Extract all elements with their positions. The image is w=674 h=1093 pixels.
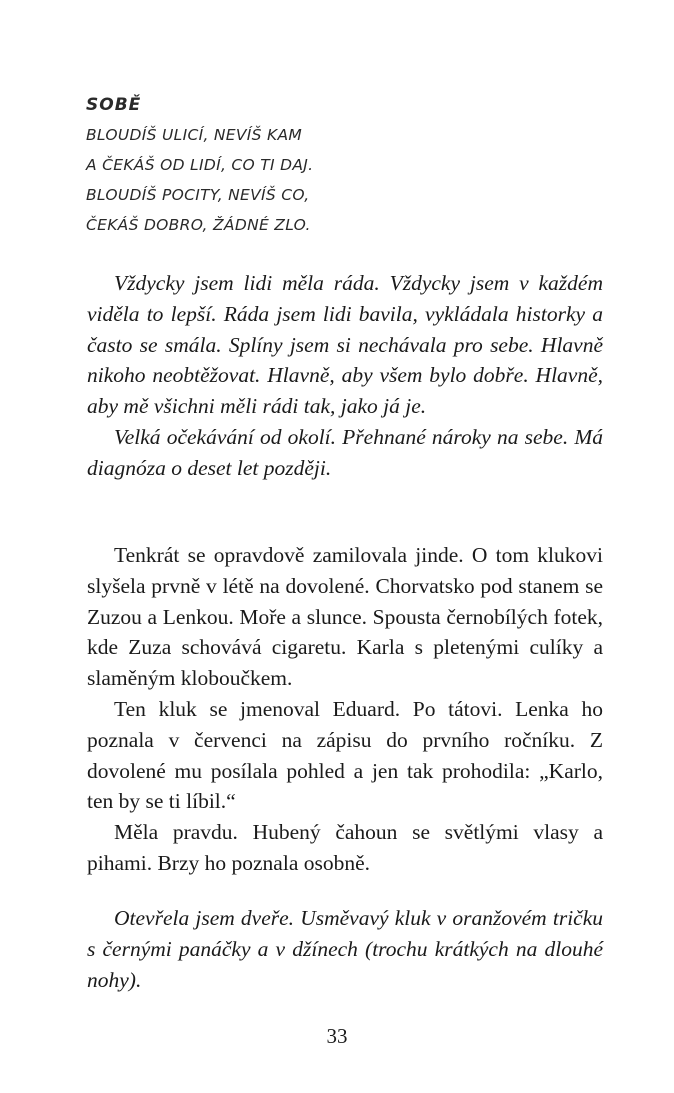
page-number: 33 bbox=[326, 1024, 348, 1048]
poem-line: A ČEKÁŠ OD LIDÍ, CO TI DAJ. bbox=[86, 156, 314, 174]
poem-title: SOBĚ bbox=[86, 95, 142, 115]
paragraph: Tenkrát se opravdově zamilovala jinde. O tom klukovi slyšela prvně v létě na dovolené. Chorvatsko pod stanem se Zuzou a Lenkou. Moře a slunce. Spousta černobílých fotek, kde Zuza schovává cigaretu. Karla s pletenými culíky a slaměným kloboučkem. bbox=[87, 543, 603, 691]
narrative-passage bbox=[87, 540, 603, 879]
paragraph: Měla pravdu. Hubený čahoun se světlými vlasy a pihami. Brzy ho poznala osobně. bbox=[87, 820, 603, 875]
paragraph: Otevřela jsem dveře. Usměvavý kluk v oranžovém tričku s černými panáčky a v džínech (trochu krátkých na dlouhé nohy). bbox=[87, 906, 603, 992]
paragraph: Vždycky jsem lidi měla ráda. Vždycky jsem v každém viděla to lepší. Ráda jsem lidi bavila, vykládala historky a často se smála. Splíny jsem si nechávala pro sebe. Hlavně nikoho neobtěžovat. Hlavně, aby všem bylo dobře. Hlavně, aby mě všichni měli rádi tak, jako já je. bbox=[87, 271, 603, 419]
italic-passage-1 bbox=[87, 268, 603, 484]
poem-line: BLOUDÍŠ POCITY, NEVÍŠ CO, bbox=[86, 186, 310, 204]
poem-line: BLOUDÍŠ ULICÍ, NEVÍŠ KAM bbox=[86, 126, 303, 144]
poem-line: ČEKÁŠ DOBRO, ŽÁDNÉ ZLO. bbox=[86, 216, 311, 234]
poem bbox=[86, 92, 446, 240]
paragraph: Ten kluk se jmenoval Eduard. Po tátovi. Lenka ho poznala v červenci na zápisu do prvního ročníku. Z dovolené mu posílala pohled a jen tak prohodila: „Karlo, ten by se ti líbil.“ bbox=[87, 696, 603, 814]
paragraph: Velká očekávání od okolí. Přehnané nároky na sebe. Má diagnóza o deset let později. bbox=[87, 424, 603, 480]
italic-passage-2 bbox=[87, 903, 603, 995]
